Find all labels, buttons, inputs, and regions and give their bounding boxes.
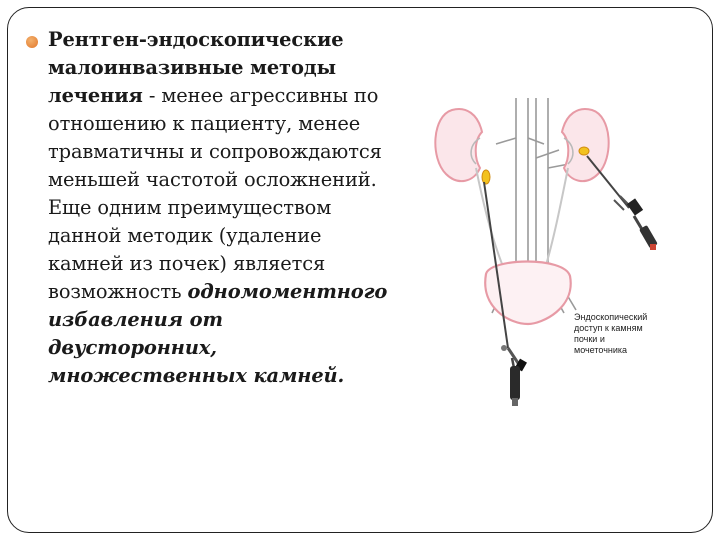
figure-caption [574, 312, 647, 355]
caption-line: мочеточника [574, 345, 628, 355]
nephroscope [587, 156, 658, 250]
caption-line: почки и [574, 334, 605, 344]
slide-heading: Рентген-эндоскопические малоинвазивные методы лечения [48, 28, 344, 107]
caption-line: доступ к камням [574, 323, 643, 333]
urinary-system-drawing [424, 98, 686, 410]
slide-body: - менее агрессивны по отношению к пациенту, менее травматичны и сопровождаются меньшей частотой осложнений. Еще одним преимуществом данной методик (удаление камней из почек) является возможность [48, 84, 382, 303]
urology-illustration [424, 98, 686, 410]
caption-line: Эндоскопический [574, 312, 648, 322]
bullet-dot-icon [26, 36, 38, 48]
slide-text [48, 26, 398, 390]
right-kidney [562, 109, 609, 181]
slide-emphasis: одномоментного избавления от двусторонних, множественных камней. [48, 280, 388, 387]
left-kidney [435, 109, 490, 184]
bladder [485, 262, 570, 325]
